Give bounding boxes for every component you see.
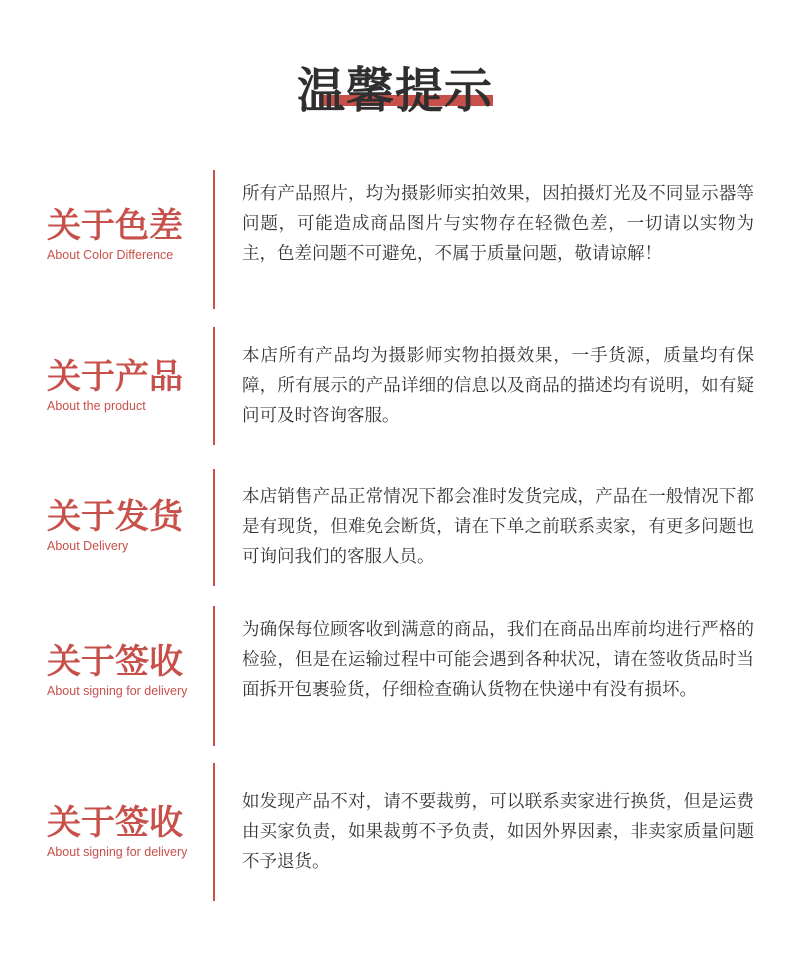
section-divider bbox=[213, 170, 215, 309]
section-text: 本店所有产品均为摄影师实物拍摄效果，一手货源，质量均有保障，所有展示的产品详细的信息以及商品的描述均有说明，如有疑问可及时咨询客服。 bbox=[242, 346, 754, 426]
section-label-en: About the product bbox=[47, 399, 146, 413]
section-label-en: About Color Difference bbox=[47, 248, 174, 262]
section-text: 如发现产品不对，请不要裁剪，可以联系卖家进行换货，但是运费由买家负责，如果裁剪不予负责，如因外界因素，非卖家质量问题不予退货。 bbox=[242, 792, 754, 872]
section-label-zh: 关于发货 bbox=[47, 497, 183, 537]
section-label-zh: 关于产品 bbox=[47, 357, 183, 397]
section-divider bbox=[213, 469, 215, 586]
section-label-zh: 关于签收 bbox=[47, 642, 183, 682]
section-text: 为确保每位顾客收到满意的商品，我们在商品出库前均进行严格的检验，但是在运输过程中可能会遇到各种状况，请在签收货品时当面拆开包裹验货，仔细检查确认货物在快递中有没有损坏。 bbox=[242, 620, 754, 700]
section-divider bbox=[213, 763, 215, 901]
section-divider bbox=[213, 327, 215, 445]
section-label-en: About signing for delivery bbox=[47, 684, 188, 698]
section-label-en: About signing for delivery bbox=[47, 845, 188, 859]
page-title: 温馨提示 bbox=[296, 63, 493, 119]
notice-section-color-difference bbox=[0, 170, 790, 310]
notice-section-product bbox=[0, 327, 790, 447]
notice-section-signing bbox=[0, 606, 790, 746]
section-label-en: About Delivery bbox=[47, 539, 129, 553]
notice-section-delivery bbox=[0, 469, 790, 589]
section-text: 本店销售产品正常情况下都会准时发货完成，产品在一般情况下都是有现货，但难免会断货，请在下单之前联系卖家，有更多问题也可询问我们的客服人员。 bbox=[242, 487, 754, 567]
section-label-zh: 关于色差 bbox=[47, 206, 183, 246]
header bbox=[0, 50, 790, 120]
section-label-zh: 关于签收 bbox=[47, 803, 183, 843]
section-divider bbox=[213, 606, 215, 746]
notice-section-returns bbox=[0, 763, 790, 903]
section-text: 所有产品照片，均为摄影师实拍效果，因拍摄灯光及不同显示器等问题，可能造成商品图片与实物存在轻微色差，一切请以实物为主，色差问题不可避免，不属于质量问题，敬请谅解！ bbox=[242, 184, 754, 264]
